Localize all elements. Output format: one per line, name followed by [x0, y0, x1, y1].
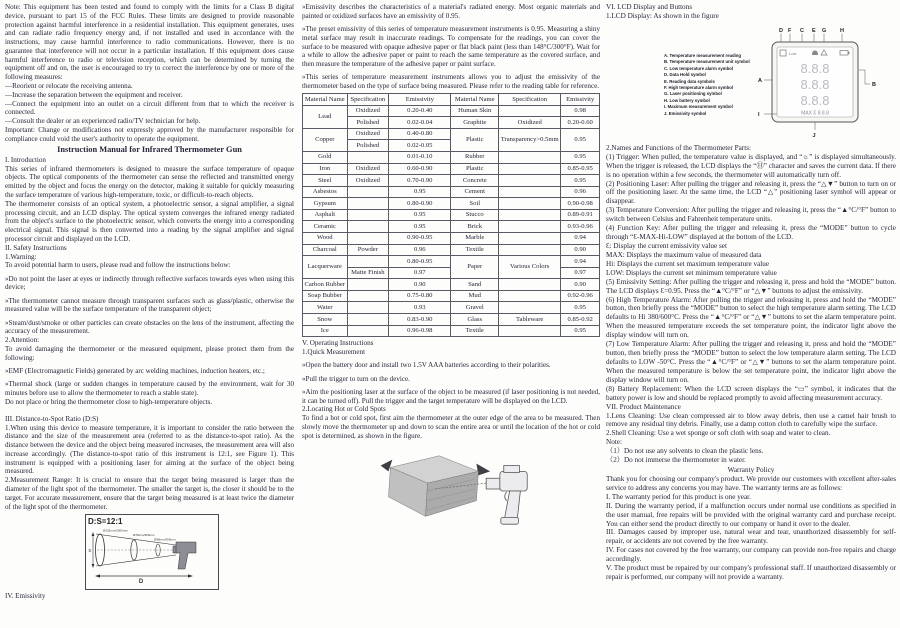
table-header-cell: Material Name: [451, 94, 499, 106]
lcd-legend-item: F. High temperature alarm symbol: [664, 85, 734, 91]
lcd-legend-item: A. Temperature measurement reading: [664, 52, 742, 58]
paragraph: »EMF (Electromagnetic Fields) generated by arc welding machines, induction heaters, etc.;: [5, 367, 265, 376]
paragraph: »Aim the positioning laser at the surface of the object to be measured (if laser positioning is not needed, it can be turned off). Pull the trigger and the target temperature will be displayed on the LCD.: [302, 387, 600, 405]
paragraph: »The preset emissivity of this series of temperature measurement instruments is 0.95. Measuring a shiny metal surface may result in inaccurate readings. To compensate for the readings, you can cover the surface to be measured with opaque adhesive paper or flat black paint (less than 148°C/300°F). Wait for a while to allow the adhesive paper or paint to reach the same temperature as the covered surface, and then measure the temperature of the adhesive paper or paint surface.: [302, 25, 600, 69]
table-cell: 0.97: [561, 267, 600, 279]
paragraph: Hi: Displays the current set maximum temperature value: [606, 259, 770, 268]
table-cell: Oxidized: [347, 163, 389, 175]
paragraph: Ɛ: Display the current emissivity value set: [606, 241, 727, 250]
paragraph: —Consult the dealer or an experienced radio/TV technician for help.: [5, 117, 201, 126]
table-row: [303, 256, 600, 268]
table-cell: Graphite: [451, 117, 499, 129]
paragraph: »This series of temperature measurement instruments allows you to adjust the emissivity of the thermometer based on the type of surface being measured. Please refer to the reading table for reference.: [302, 73, 600, 91]
d-dimension-label: D: [138, 579, 144, 585]
paragraph: 2.Attention:: [5, 336, 40, 345]
left-text-top: [5, 3, 294, 511]
table-row: [303, 244, 600, 256]
paragraph: (1) Trigger: When pulled, the temperature value is displayed, and “☼” is displayed simultaneously. When the trigger is released, the LCD displays the “Ⓗ” character and saves the current data. If there is no operation within a few seconds, the thermometer will automatically turn off.: [606, 152, 896, 179]
table-cell: Charcoal: [303, 244, 348, 256]
table-cell: 0.90: [561, 279, 600, 291]
table-cell: 0.95: [389, 209, 451, 221]
paragraph: Thank you for choosing our company's product. We provide our customers with excellent after-sales service to address any concerns you may have. The warranty terms are as follows:: [606, 474, 896, 492]
table-cell: Brick: [451, 221, 499, 233]
table-cell: Textile: [451, 244, 499, 256]
paragraph: Instruction Manual for Infrared Thermometer Gun: [57, 145, 242, 154]
table-cell: [347, 209, 389, 221]
table-cell: [347, 279, 389, 291]
table-cell: [347, 232, 389, 244]
paragraph: （1）Do not use any solvents to clean the plastic lens.: [606, 447, 764, 456]
paragraph: 1.Quick Measurement: [302, 347, 366, 356]
paragraph: IV. Emissivity: [5, 592, 46, 601]
hot-cold-spot-diagram: [361, 446, 541, 532]
column-middle: [302, 3, 600, 625]
lcd-legend-item: E. Reading data symbols: [664, 78, 715, 84]
table-cell: Cement: [451, 186, 499, 198]
paragraph: 1.Warning:: [5, 252, 37, 261]
paragraph: »Pull the trigger to turn on the device.: [302, 374, 410, 383]
paragraph: （2）Do not immerse the thermometer in water.: [606, 456, 746, 465]
paragraph: 2.Locating Hot or Cold Spots: [302, 405, 386, 414]
paragraph: V. Operating Instructions: [302, 339, 374, 348]
table-cell: Asbestos: [303, 186, 348, 198]
table-cell: [347, 198, 389, 210]
table-cell: [347, 186, 389, 198]
table-cell: 0.85-0.95: [561, 163, 600, 175]
paragraph: Note: This equipment has been tested and found to comply with the limits for a Class B digital device, pursuant to part 15 of the FCC Rules. These limits are designed to provide reasonable protection against harmful interference in a residential installation. This equipment generates, uses and can radiate radio frequency energy and, if not installed and used in accordance with the instructions, may cause harmful interference to radio communications. However, there is no guarantee that interference will not occur in a particular installation. If this equipment does cause harmful interference to radio or television reception, which can be determined by turning the equipment off and on, the user is encouraged to try to correct the interference by one or more of the following measures:: [5, 3, 294, 82]
table-row: [303, 117, 600, 129]
paragraph: —Connect the equipment into an outlet on a circuit different from that to which the receiver is connected.: [5, 99, 294, 117]
table-cell: Oxidized: [499, 117, 561, 129]
table-cell: [347, 256, 389, 268]
table-cell: Various Colors: [499, 256, 561, 279]
table-cell: [499, 244, 561, 256]
figure-hot-cold-spot: [302, 446, 600, 537]
emissivity-table: [302, 93, 600, 337]
table-row: [303, 314, 600, 326]
table-cell: Oxidized: [347, 175, 389, 187]
paragraph: III. Distance-to-Spot Ratio (D:S): [5, 414, 99, 423]
paragraph: (5) Emissivity Setting: After pulling the trigger and releasing it, press and hold the “MODE” button. The LCD displays Ɛ=0.95. Press the “▲°C/°F” or “△▼” buttons to adjust the emissivity.: [606, 277, 896, 295]
lcd-callout-h: H: [840, 27, 844, 34]
lcd-diagram: [756, 25, 880, 139]
table-cell: 0.75-0.80: [389, 290, 451, 302]
table-header-cell: Emissivity: [561, 94, 600, 106]
column-right: [606, 3, 896, 625]
table-cell: Human Skin: [451, 105, 499, 117]
table-cell: Soil: [451, 198, 499, 210]
table-cell: [499, 325, 561, 337]
right-text-bottom: [606, 144, 896, 582]
table-cell: Textile: [451, 325, 499, 337]
table-header-cell: Specification: [499, 94, 561, 106]
lcd-callout-c: C: [800, 27, 804, 34]
paragraph: (3) Temperature Conversion: After pulling the trigger and releasing it, press the “▲°C/°F” button to switch between Celsius and Fahrenheit temperature units.: [606, 206, 896, 224]
paragraph: 1.Lens Cleaning: Use clean compressed air to blow away debris, then use a camel hair brush to remove any residual tiny debris. Finally, use a damp cotton cloth to carefully wipe the surface.: [606, 411, 896, 429]
right-text-top: [606, 3, 896, 21]
table-cell: 0.95: [561, 128, 600, 151]
table-cell: Mud: [451, 290, 499, 302]
table-row: [303, 302, 600, 314]
table-cell: 0.95: [561, 302, 600, 314]
table-cell: 0.93-0.96: [561, 221, 600, 233]
table-cell: 0.96: [561, 186, 600, 198]
paragraph: VII. Product Maintenance: [606, 402, 681, 411]
table-cell: 0.95: [561, 151, 600, 163]
paragraph: VI. LCD Display and Buttons: [606, 3, 693, 11]
table-row: [303, 163, 600, 175]
paragraph: »Emissivity describes the characteristics of a material's radiated energy. Most organic materials and painted or oxidized surfaces have an emissivity of 0.95.: [302, 3, 600, 20]
paragraph: 2.Shell Cleaning: Use a wet sponge or soft cloth with soap and water to clean.: [606, 429, 831, 438]
table-cell: Steel: [303, 175, 348, 187]
table-cell: Gypsum: [303, 198, 348, 210]
low-alarm-icon: Low: [789, 50, 797, 56]
table-cell: [499, 163, 561, 175]
table-cell: [499, 186, 561, 198]
mid-text-top: [302, 3, 600, 91]
paragraph: I. The warranty period for this product is one year.: [606, 492, 751, 501]
lcd-callout-a: A: [758, 77, 762, 84]
paragraph: (6) High Temperature Alarm: After pulling the trigger and releasing it, press and hold the “MODE” button, then briefly press the “MODE” button to select the high temperature alarm setting. The LCD defaults to Hi 380/600°C. Press the “▲°C/°F” or “△▼” buttons to set the alarm temperature point. When the measured temperature exceeds the set temperature point, the indicator light above the display window will turn on.: [606, 295, 896, 340]
gun-display: [504, 466, 520, 473]
table-cell: Plastic: [451, 163, 499, 175]
lcd-callout-g: G: [822, 27, 827, 34]
table-cell: 0.97: [389, 267, 451, 279]
gun-grip: [505, 491, 521, 517]
lcd-legend-item: B. Temperature measurement unit symbol: [664, 59, 750, 65]
table-cell: Lead: [303, 105, 348, 128]
table-cell: 0.90: [561, 244, 600, 256]
table-row: [303, 198, 600, 210]
paragraph: —Increase the separation between the equipment and receiver.: [5, 90, 183, 99]
lcd-legend-item: J. Emissivity symbol: [664, 110, 707, 116]
table-cell: [347, 221, 389, 233]
table-cell: [499, 221, 561, 233]
table-row: [303, 232, 600, 244]
paragraph: 1.When using this device to measure temperature, it is important to consider the ratio between the distance and the size of the measurement area (referred to as the distance-to-spot ratio). As the distance between the device and the object being measured increases, the measurement area will also increase accordingly. (The distance-to-spot ratio of this instrument is 12:1, see Figure 1). This instrument is equipped with a positioning laser for aiming at the surface of the object being measured.: [5, 423, 294, 476]
table-cell: 0.95: [561, 325, 600, 337]
paragraph: II. Safety Instructions: [5, 243, 67, 252]
table-cell: 0.96-0.98: [389, 325, 451, 337]
gun-body: [500, 472, 527, 492]
table-cell: [499, 302, 561, 314]
paragraph: I. Introduction: [5, 155, 46, 164]
paragraph: To avoid damaging the thermometer or the measured equipment, please protect them from the following:: [5, 345, 294, 362]
figure-lcd-display: [606, 23, 896, 141]
table-cell: Polished: [347, 140, 389, 152]
table-cell: 0.96: [389, 244, 451, 256]
table-cell: Rubber: [451, 151, 499, 163]
table-cell: 0.01-0.10: [389, 151, 451, 163]
spot-label-1: Ø132mm/1500mm: [103, 528, 128, 533]
table-row: [303, 221, 600, 233]
table-cell: [347, 314, 389, 326]
table-cell: 0.94: [561, 256, 600, 268]
table-cell: 0.90-0.95: [389, 232, 451, 244]
lcd-callout-d: D: [779, 27, 783, 34]
lcd-callout-j: J: [812, 132, 816, 139]
s-dimension-label: S: [88, 548, 92, 554]
table-cell: [499, 232, 561, 244]
table-cell: Tableware: [499, 314, 561, 326]
table-row: [303, 279, 600, 291]
table-cell: Concrete: [451, 175, 499, 187]
table-cell: 0.02-0.04: [389, 117, 451, 129]
table-cell: 0.40-0.80: [389, 128, 451, 140]
column-left: [5, 3, 294, 625]
table-row: [303, 128, 600, 140]
table-cell: 0.83-0.90: [389, 314, 451, 326]
table-row: [303, 290, 600, 302]
table-cell: Stucco: [451, 209, 499, 221]
lcd-legend-item: H. Low battery symbol: [664, 97, 710, 103]
paragraph: —Reorient or relocate the receiving antenna.: [5, 82, 133, 91]
lcd-digits-row-2: 8.8.8: [800, 76, 830, 92]
table-row: [303, 151, 600, 163]
table-cell: 0.70-0.90: [389, 175, 451, 187]
table-cell: 0.92-0.96: [561, 290, 600, 302]
paragraph: III. Damages caused by improper use, natural wear and tear, unauthorized disassembly for self-repair, or accidents are not covered by the free warranty.: [606, 528, 896, 546]
table-cell: Ice: [303, 325, 348, 337]
table-cell: Asphalt: [303, 209, 348, 221]
paragraph: To find a hot or cold spot, first aim the thermometer at the outer edge of the area to be measured. Then slowly move the thermometer up and down to scan the entire area or until the location of the hot or cold spot is determined, as shown in the figure.: [302, 414, 600, 440]
table-cell: Plastic: [451, 128, 499, 151]
paragraph: »Do not point the laser at eyes or indirectly through reflective surfaces towards eyes when using this device;: [5, 274, 294, 292]
table-row: [303, 105, 600, 117]
lcd-callout-e: E: [812, 27, 816, 34]
paragraph: »Steam/dust/smoke or other particles can create obstacles on the lens of the instrument, affecting the accuracy of the measurement.: [5, 318, 294, 336]
table-cell: [499, 105, 561, 117]
gun-base: [501, 518, 519, 525]
table-cell: Matte Finish: [347, 267, 389, 279]
left-text-bottom: [5, 592, 294, 601]
table-row: [303, 175, 600, 187]
table-cell: 0.94: [561, 232, 600, 244]
paragraph: Do not place or bring the thermometer close to high-temperature objects.: [5, 397, 213, 406]
table-cell: Oxidized: [347, 105, 389, 117]
table-cell: [499, 198, 561, 210]
table-row: [303, 209, 600, 221]
table-row: [303, 186, 600, 198]
table-cell: Iron: [303, 163, 348, 175]
table-cell: Transparency>0.5mm: [499, 128, 561, 151]
lcd-legend-item: I. Maximum measurement symbol: [664, 104, 733, 110]
paragraph: MAX: Displays the maximum value of measured data: [606, 250, 762, 259]
paragraph: II. During the warranty period, if a malfunction occurs under normal use conditions as specified in the user manual, free repairs will be provided with the original warranty card and purchase receipt. You can either send the product directly to our company or hand it over to the dealer.: [606, 501, 896, 528]
paragraph: IV. For cases not covered by the free warranty, our company can provide non-free repairs and charge accordingly.: [606, 546, 896, 564]
ds-ratio-label: D:S=12:1: [88, 517, 123, 527]
table-cell: 0.95: [389, 186, 451, 198]
table-cell: 0.90-0.98: [561, 198, 600, 210]
table-cell: 0.98: [561, 105, 600, 117]
paragraph: »The thermometer cannot measure through transparent surfaces such as glass/plastic, otherwise the measured value will be the surface temperature of the transparent object;: [5, 296, 294, 314]
paragraph: (8) Battery Replacement: When the LCD screen displays the “▭” symbol, it indicates that the battery power is low and should be replaced promptly to avoid affecting measurement accuracy.: [606, 384, 896, 402]
table-cell: 0.20-0.60: [561, 117, 600, 129]
table-cell: Copper: [303, 128, 348, 151]
paragraph: Important: Change or modifications not expressly approved by the manufacturer responsible for compliance could void the user's authority to operate the equipment.: [5, 125, 294, 143]
table-cell: 0.95: [561, 175, 600, 187]
lcd-bottom-row: MAX Ɛ 8.8.8: [801, 110, 829, 117]
lcd-legend-item: G. Laser positioning symbol: [664, 91, 722, 97]
table-cell: 0.95: [389, 221, 451, 233]
spot-label-2: Ø76mm/900mm: [133, 533, 155, 538]
lcd-legend-item: C. Low temperature alarm symbol: [664, 65, 734, 71]
table-cell: [347, 151, 389, 163]
lcd-callout-b: B: [872, 81, 876, 88]
table-cell: Ceramic: [303, 221, 348, 233]
table-cell: [347, 290, 389, 302]
table-cell: Wood: [303, 232, 348, 244]
table-cell: [499, 290, 561, 302]
lcd-legend-item: D. Data Hold symbol: [664, 72, 706, 78]
table-cell: Lacquerware: [303, 256, 348, 279]
paragraph: Warranty Policy: [727, 466, 775, 475]
table-cell: [499, 175, 561, 187]
table-cell: 0.80-0.90: [389, 198, 451, 210]
table-cell: [347, 325, 389, 337]
table-cell: Gold: [303, 151, 348, 163]
lcd-legend: [664, 53, 754, 117]
paragraph: This series of infrared thermometers is designed to measure the surface temperature of opaque objects. The optical components of the thermometer can sense the reflected and transmitted energy emitted by the object and focus the energy on the detector, making it suitable for quickly measuring the surface temperature of various high-temperature, toxic, or difficult-to-reach objects.: [5, 164, 294, 200]
paragraph: To avoid potential harm to users, please read and follow the instructions below:: [5, 261, 231, 270]
mid-text-bottom: [302, 339, 600, 440]
table-cell: Polished: [347, 117, 389, 129]
paragraph: (2) Positioning Laser: After pulling the trigger and releasing it, press the “△▼” button to turn on or off the positioning laser. At the same time, the LCD “△” positioning laser symbol will appear or disappear.: [606, 179, 896, 206]
paragraph: LOW: Displays the current set minimum temperature value: [606, 268, 777, 277]
distance-spot-diagram: [88, 526, 216, 584]
lcd-digits-row-1: 8.8.8: [800, 60, 830, 76]
table-cell: Glass: [451, 314, 499, 326]
table-cell: 0.90: [389, 279, 451, 291]
paragraph: Note:: [606, 438, 622, 447]
table-cell: [499, 151, 561, 163]
table-cell: 0.80-0.95: [389, 256, 451, 268]
paragraph: The thermometer consists of an optical system, a photoelectric sensor, a signal amplifier, a signal processing circuit, and an LCD display. The optical system converges the infrared energy radiated from the object's surface to the photoelectric sensor, which converts the energy into a corresponding electrical signal. This signal is then converted into a reading by the signal amplifier and signal processor circuit and displayed on the LCD.: [5, 199, 294, 243]
paragraph: (4) Function Key: After pulling the trigger and releasing it, press the “MODE” button to cycle through “Ɛ-MAX-Hi-LOW” displayed at the bottom of the LCD.: [606, 224, 896, 242]
table-cell: 0.60-0.90: [389, 163, 451, 175]
paragraph: (7) Low Temperature Alarm: After pulling the trigger and releasing it, press and hold the “MODE” button, then briefly press the “MODE” button to select the low temperature alarm setting. The LCD defaults to LOW -50°C. Press the “▲°C/°F” or “△▼” buttons to set the alarm temperature point. When the measured temperature is below the set temperature point, the indicator light above the display window will turn on.: [606, 340, 896, 384]
paragraph: 2.Measurement Range: It is crucial to ensure that the target being measured is larger than the diameter of the light spot of the thermometer. The smaller the target is, the closer it should be to the target. For accurate measurement, ensure that the target being measured is at least twice the diameter of the light spot of the thermometer.: [5, 476, 294, 511]
paragraph: 2.Names and Functions of the Thermometer Parts:: [606, 143, 751, 152]
table-cell: 0.02-0.05: [389, 140, 451, 152]
paragraph: »Open the battery door and install two 1.5V AAA batteries according to their polarities.: [302, 361, 551, 370]
lcd-callout-i: I: [758, 111, 760, 118]
table-cell: Paper: [451, 256, 499, 279]
paragraph: »Thermal shock (large or sudden changes in temperature caused by the environment, wait for 30 minutes before use to allow the thermometer to reach a stable state).: [5, 380, 294, 398]
table-cell: Gravel: [451, 302, 499, 314]
table-row: [303, 325, 600, 337]
table-row: [303, 94, 600, 106]
table-cell: 0.20-0.40: [389, 105, 451, 117]
table-cell: 0.89-0.91: [561, 209, 600, 221]
table-header-cell: Emissivity: [389, 94, 451, 106]
table-cell: Water: [303, 302, 348, 314]
gun-trigger: [505, 492, 507, 501]
table-cell: [499, 279, 561, 291]
paragraph: V. The product must be repaired by our company's professional staff. If unauthorized disassembly or repair is performed, our company will not provide a warranty.: [606, 564, 896, 582]
paragraph: 1.LCD Display: As shown in the figure: [606, 11, 719, 20]
spot-large: [96, 534, 105, 566]
table-cell: 0.93: [389, 302, 451, 314]
table-cell: Carbon Rubber: [303, 279, 348, 291]
lcd-digits-row-3: 8.8.8: [800, 92, 830, 108]
table-cell: [347, 302, 389, 314]
table-cell: 0.85-0.92: [561, 314, 600, 326]
table-header-cell: Material Name: [303, 94, 348, 106]
table-cell: Sand: [451, 279, 499, 291]
table-cell: Oxidized: [347, 128, 389, 140]
figure-distance-spot-ratio: [85, 514, 219, 590]
table-cell: Soap Bubber: [303, 290, 348, 302]
thermometer-gun-silhouette: [176, 542, 196, 569]
table-cell: Snow: [303, 314, 348, 326]
table-cell: [499, 209, 561, 221]
lcd-callout-f: F: [788, 27, 792, 34]
table-cell: Marble: [451, 232, 499, 244]
spot-label-3: Ø38mm/300mm: [154, 537, 176, 542]
table-cell: Powder: [347, 244, 389, 256]
table-header-cell: Specification: [347, 94, 389, 106]
